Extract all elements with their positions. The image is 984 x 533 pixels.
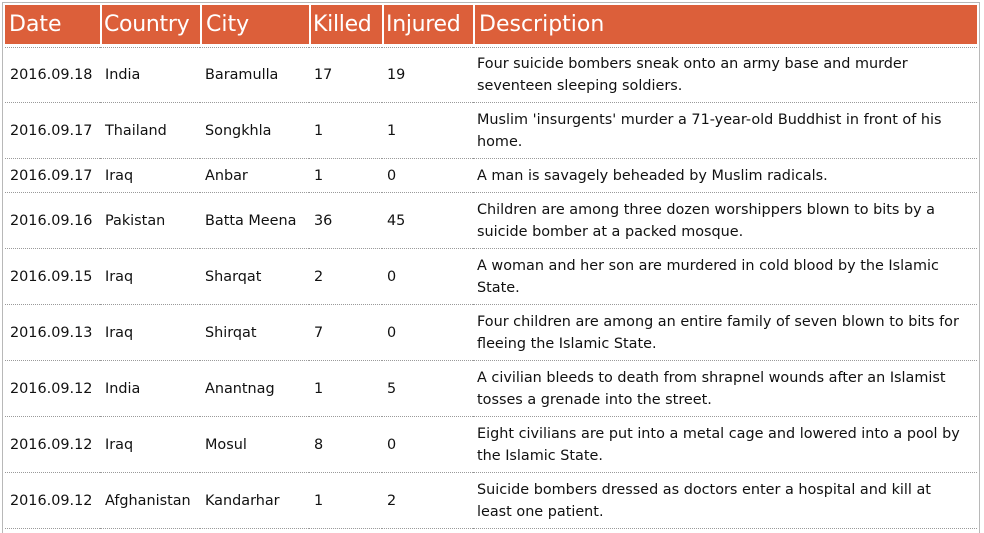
cell-date: 2016.09.12 [5,473,100,529]
cell-country: Iraq [100,249,200,305]
cell-date: 2016.09.15 [5,249,100,305]
cell-country: Iraq [100,417,200,473]
cell-killed: 1 [309,473,382,529]
cell-country: Pakistan [100,193,200,249]
cell-date: 2016.09.12 [5,417,100,473]
cell-injured: 1 [382,103,473,159]
cell-injured: 5 [382,361,473,417]
cell-description: Eight civilians are put into a metal cage and lowered into a pool by the Islamic State. [473,417,977,473]
cell-killed: 1 [309,361,382,417]
cell-country: Iraq [100,305,200,361]
header-injured: Injured [382,5,473,47]
table-row [5,473,977,529]
table-row [5,305,977,361]
header-city: City [200,5,309,47]
cell-killed: 1 [309,159,382,193]
cell-description: A woman and her son are murdered in cold blood by the Islamic State. [473,249,977,305]
cell-injured: 0 [382,249,473,305]
cell-city: Batta Meena [200,193,309,249]
cell-date: 2016.09.17 [5,103,100,159]
header-country: Country [100,5,200,47]
cell-country: India [100,47,200,103]
cell-country: Thailand [100,103,200,159]
cell-killed: 7 [309,305,382,361]
cell-description: Four children are among an entire family of seven blown to bits for fleeing the Islamic State. [473,305,977,361]
cell-date: 2016.09.12 [5,361,100,417]
table-row [5,193,977,249]
cell-description: Four suicide bombers sneak onto an army base and murder seventeen sleeping soldiers. [473,47,977,103]
header-description: Description [473,5,977,47]
cell-description: A man is savagely beheaded by Muslim radicals. [473,159,977,193]
table-row [5,159,977,193]
cell-date: 2016.09.16 [5,193,100,249]
header-row [5,5,977,47]
cell-killed: 17 [309,47,382,103]
cell-description: A civilian bleeds to death from shrapnel wounds after an Islamist tosses a grenade into the street. [473,361,977,417]
cell-description: Children are among three dozen worshippers blown to bits by a suicide bomber at a packed mosque. [473,193,977,249]
cell-city: Shirqat [200,305,309,361]
cell-injured: 2 [382,473,473,529]
cell-city: Kandarhar [200,473,309,529]
table-header [5,5,977,47]
cell-killed: 2 [309,249,382,305]
cell-city: Baramulla [200,47,309,103]
cell-date: 2016.09.13 [5,305,100,361]
cell-injured: 0 [382,159,473,193]
cell-date: 2016.09.18 [5,47,100,103]
cell-killed: 36 [309,193,382,249]
cell-country: Iraq [100,159,200,193]
cell-date: 2016.09.17 [5,159,100,193]
cell-description: Muslim 'insurgents' murder a 71-year-old Buddhist in front of his home. [473,103,977,159]
cell-city: Sharqat [200,249,309,305]
cell-killed: 8 [309,417,382,473]
table-row [5,47,977,103]
cell-injured: 45 [382,193,473,249]
cell-city: Songkhla [200,103,309,159]
cell-injured: 19 [382,47,473,103]
cell-injured: 0 [382,417,473,473]
cell-killed: 1 [309,103,382,159]
table-row [5,361,977,417]
cell-injured: 0 [382,305,473,361]
cell-city: Anbar [200,159,309,193]
table-row [5,249,977,305]
table-row [5,103,977,159]
cell-country: India [100,361,200,417]
header-killed: Killed [309,5,382,47]
table-body [5,47,977,529]
table-row [5,417,977,473]
cell-city: Mosul [200,417,309,473]
attacks-table [5,5,977,529]
header-date: Date [5,5,100,47]
cell-description: Suicide bombers dressed as doctors enter a hospital and kill at least one patient. [473,473,977,529]
cell-country: Afghanistan [100,473,200,529]
cell-city: Anantnag [200,361,309,417]
